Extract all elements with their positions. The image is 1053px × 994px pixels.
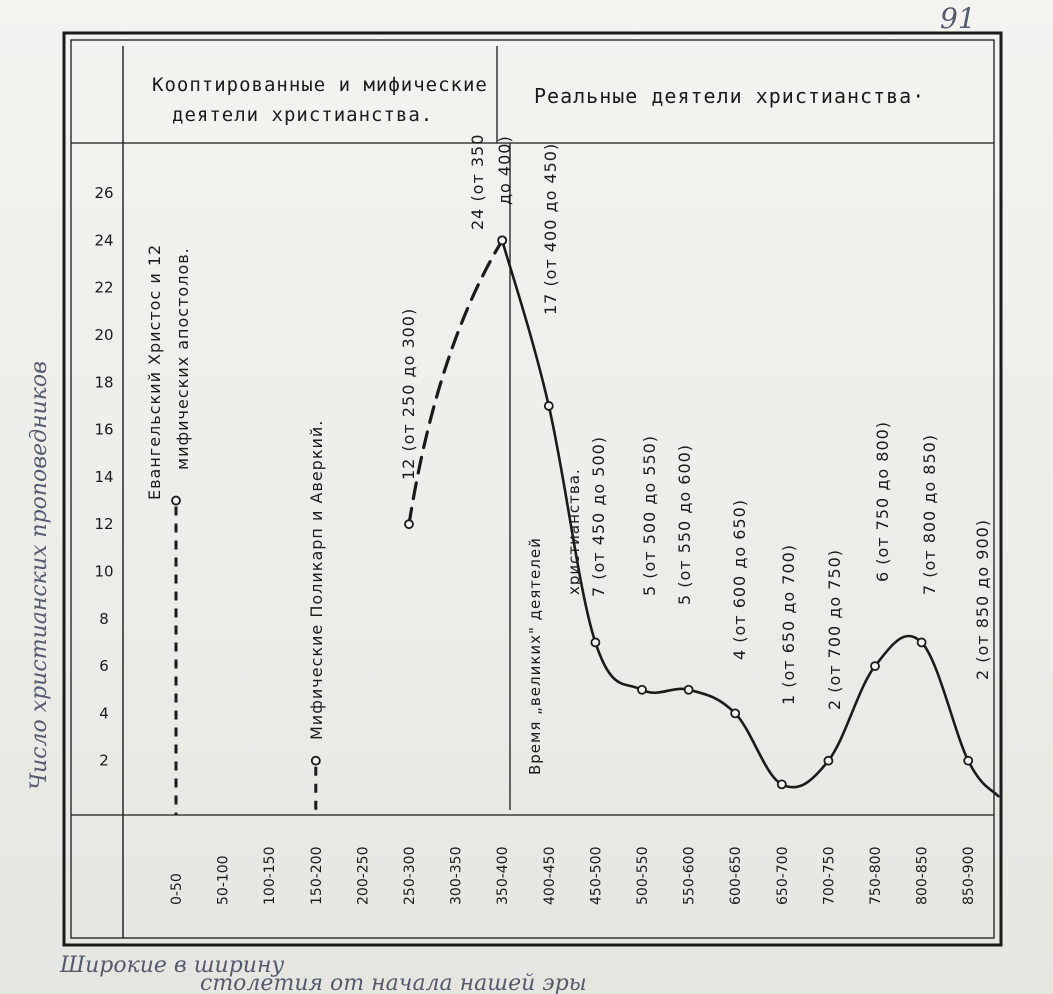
data-point bbox=[731, 709, 739, 717]
header-right: Реальные деятели христианства· bbox=[534, 84, 926, 108]
data-point bbox=[824, 757, 832, 765]
y-tick-label: 8 bbox=[99, 609, 109, 628]
inner-frame bbox=[71, 40, 994, 938]
x-tick-label: 650-700 bbox=[774, 846, 791, 905]
y-tick-label: 20 bbox=[94, 326, 114, 344]
outer-frame bbox=[64, 33, 1001, 945]
data-point bbox=[918, 638, 926, 646]
header-left-line2: деятели христианства. bbox=[172, 104, 434, 126]
x-tick-label: 600-650 bbox=[728, 846, 745, 905]
annotation-label: 1 (от 650 до 700) bbox=[779, 543, 798, 705]
x-tick-label: 400-450 bbox=[541, 846, 558, 905]
annotation-label: 2 (от 850 до 900) bbox=[973, 518, 992, 680]
data-point bbox=[638, 686, 646, 694]
y-tick-labels bbox=[94, 184, 113, 770]
data-point bbox=[172, 497, 180, 505]
x-tick-label: 550-600 bbox=[681, 846, 698, 905]
x-tick-label: 750-800 bbox=[868, 846, 884, 905]
annotation-label: 2 (от 700 до 750) bbox=[825, 548, 844, 710]
annotation-label: 12 (от 250 до 300) bbox=[399, 307, 418, 480]
y-tick-label: 6 bbox=[99, 657, 109, 676]
data-point bbox=[405, 520, 413, 528]
y-tick-label: 24 bbox=[94, 231, 114, 250]
data-point bbox=[964, 757, 972, 765]
annotation-label: 7 (от 450 до 500) bbox=[589, 435, 608, 597]
x-tick-labels bbox=[169, 847, 977, 906]
data-point bbox=[312, 757, 320, 765]
data-point bbox=[778, 780, 786, 788]
annotation-label: Мифические Поликарп и Аверкий. bbox=[307, 419, 326, 740]
data-point bbox=[591, 638, 599, 646]
page-number-mark: 91 bbox=[940, 2, 976, 35]
y-tick-label: 14 bbox=[94, 467, 114, 486]
series-dashed-line bbox=[409, 240, 502, 524]
annotation-label: 24 (от 350 bbox=[468, 133, 487, 230]
y-tick-label: 18 bbox=[94, 373, 114, 392]
y-tick-label: 26 bbox=[94, 184, 114, 203]
x-tick-label: 300-350 bbox=[448, 846, 465, 905]
annotation-label: Евангельский Христос и 12 bbox=[145, 243, 164, 500]
annotation-label: 7 (от 800 до 850) bbox=[920, 433, 939, 595]
x-tick-label: 150-200 bbox=[308, 846, 325, 905]
x-tick-label: 250-300 bbox=[402, 846, 418, 905]
data-point bbox=[685, 686, 693, 694]
x-tick-label: 350-400 bbox=[495, 846, 512, 905]
handwritten-bottom-note-1: Широкие в ширину bbox=[60, 953, 285, 978]
y-tick-label: 10 bbox=[94, 562, 114, 581]
y-tick-label: 4 bbox=[99, 704, 109, 723]
x-tick-label: 200-250 bbox=[355, 846, 372, 905]
y-tick-label: 12 bbox=[94, 515, 114, 534]
y-tick-label: 22 bbox=[94, 278, 114, 297]
y-tick-label: 2 bbox=[99, 751, 109, 770]
annotation-label: до 400) bbox=[495, 135, 514, 205]
x-tick-label: 50-100 bbox=[215, 855, 232, 905]
x-tick-label: 700-750 bbox=[821, 846, 838, 905]
annotation-label: 4 (от 600 до 650) bbox=[730, 498, 749, 660]
handwritten-left-note: Число христианских проповедников bbox=[27, 361, 52, 790]
annotation-layer bbox=[145, 134, 992, 775]
annotation-label: христианства. bbox=[565, 468, 583, 595]
x-tick-label: 100-150 bbox=[262, 846, 279, 905]
annotation-label: мифических апостолов. bbox=[173, 247, 192, 470]
annotation-label: 6 (от 750 до 800) bbox=[873, 420, 892, 582]
annotation-label: 5 (от 500 до 550) bbox=[640, 434, 659, 596]
x-tick-label: 450-500 bbox=[588, 846, 605, 905]
x-tick-label: 0-50 bbox=[169, 873, 185, 905]
data-point bbox=[545, 402, 553, 410]
annotation-label: 5 (от 550 до 600) bbox=[675, 443, 694, 605]
annotation-label: 17 (от 400 до 450) bbox=[541, 142, 560, 315]
x-tick-label: 850-900 bbox=[961, 846, 978, 905]
x-tick-label: 800-850 bbox=[914, 846, 931, 905]
data-point bbox=[498, 236, 506, 244]
header-left-line1: Кооптированные и мифические bbox=[152, 74, 488, 96]
x-tick-label: 500-550 bbox=[635, 846, 651, 905]
data-point bbox=[871, 662, 879, 670]
annotation-label: Время „великих" деятелей bbox=[526, 537, 544, 775]
handwritten-bottom-note-2: столетия от начала нашей эры bbox=[200, 971, 587, 994]
y-tick-label: 16 bbox=[94, 420, 114, 439]
